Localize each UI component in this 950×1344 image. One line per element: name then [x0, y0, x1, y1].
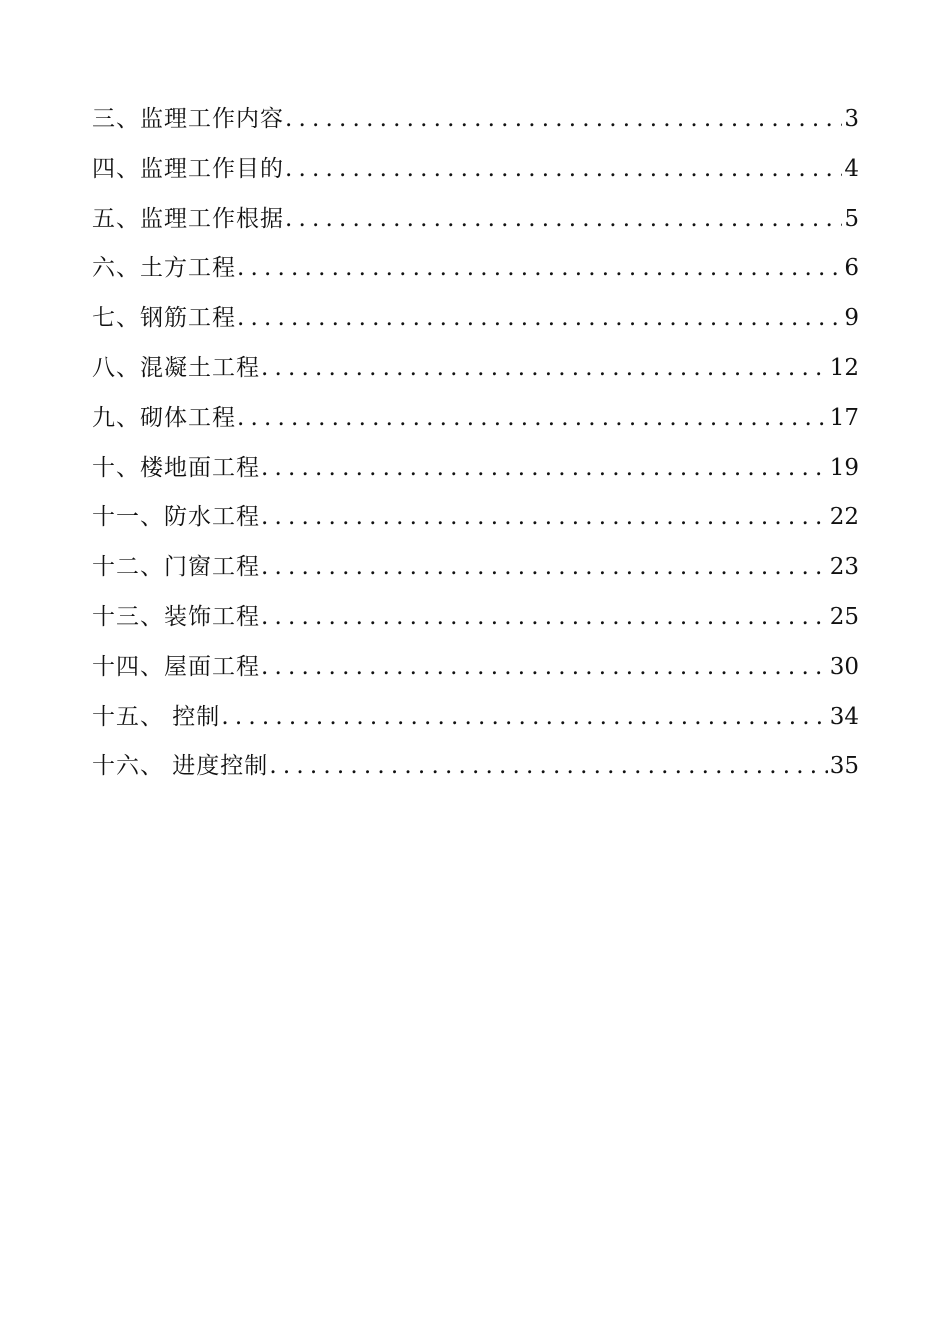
toc-entry-title: 七、钢筋工程: [92, 305, 236, 332]
toc-entry[interactable]: [92, 498, 859, 548]
toc-entry-page: 4: [844, 155, 859, 182]
toc-entry-page: 9: [844, 305, 859, 332]
toc-entry[interactable]: [92, 598, 859, 648]
toc-entry-title: 十二、门窗工程: [92, 554, 260, 581]
toc-entry-title: 四、监理工作目的: [92, 155, 284, 182]
toc-entry-page: 30: [829, 653, 859, 680]
toc-entry-title: 十四、屋面工程: [92, 653, 260, 680]
toc-dot-leader: [221, 704, 827, 730]
toc-entry[interactable]: [92, 299, 859, 349]
toc-entry-page: 5: [844, 205, 859, 232]
toc-dot-leader: [269, 753, 827, 779]
toc-dot-leader: [261, 355, 828, 381]
toc-dot-leader: [237, 305, 842, 331]
toc-entry[interactable]: [92, 200, 859, 250]
toc-dot-leader: [261, 504, 828, 530]
toc-entry-title: 五、监理工作根据: [92, 205, 284, 232]
toc-entry-title: 九、砌体工程: [92, 404, 236, 431]
toc-entry-title: 三、监理工作内容: [92, 106, 284, 132]
toc-entry-title: 八、混凝土工程: [92, 354, 260, 381]
toc-entry[interactable]: [92, 548, 859, 598]
toc-entry-page: 25: [829, 603, 859, 630]
toc-entry-page: 22: [829, 504, 859, 531]
toc-dot-leader: [285, 206, 842, 232]
toc-entry[interactable]: [92, 100, 859, 150]
table-of-contents: [92, 100, 859, 797]
toc-entry[interactable]: [92, 747, 859, 797]
toc-dot-leader: [285, 106, 842, 132]
toc-dot-leader: [237, 405, 828, 431]
toc-entry-title: 十、楼地面工程: [92, 454, 260, 481]
toc-dot-leader: [261, 554, 828, 580]
toc-entry-title: 十三、装饰工程: [92, 603, 260, 630]
toc-dot-leader: [261, 604, 828, 630]
toc-entry-title: 六、土方工程: [92, 255, 236, 282]
toc-dot-leader: [285, 156, 842, 182]
toc-entry-page: 23: [829, 554, 859, 581]
toc-entry-page: 6: [844, 255, 859, 282]
toc-entry[interactable]: [92, 449, 859, 499]
toc-entry-page: 19: [829, 454, 859, 481]
toc-entry[interactable]: [92, 249, 859, 299]
toc-entry-page: 34: [829, 703, 859, 730]
toc-entry[interactable]: [92, 150, 859, 200]
toc-entry-title: 十五、 控制: [92, 703, 221, 730]
toc-entry-title: 十六、 进度控制: [92, 753, 269, 780]
toc-entry[interactable]: [92, 698, 859, 748]
toc-entry-title: 十一、防水工程: [92, 504, 260, 531]
toc-dot-leader: [237, 255, 842, 281]
toc-dot-leader: [261, 654, 828, 680]
toc-entry[interactable]: [92, 648, 859, 698]
toc-dot-leader: [261, 455, 828, 481]
toc-entry-page: 12: [829, 354, 859, 381]
toc-entry-page: 17: [829, 404, 859, 431]
toc-entry-page: 35: [829, 753, 859, 780]
toc-entry[interactable]: [92, 399, 859, 449]
toc-entry[interactable]: [92, 349, 859, 399]
toc-entry-page: 3: [844, 106, 859, 132]
